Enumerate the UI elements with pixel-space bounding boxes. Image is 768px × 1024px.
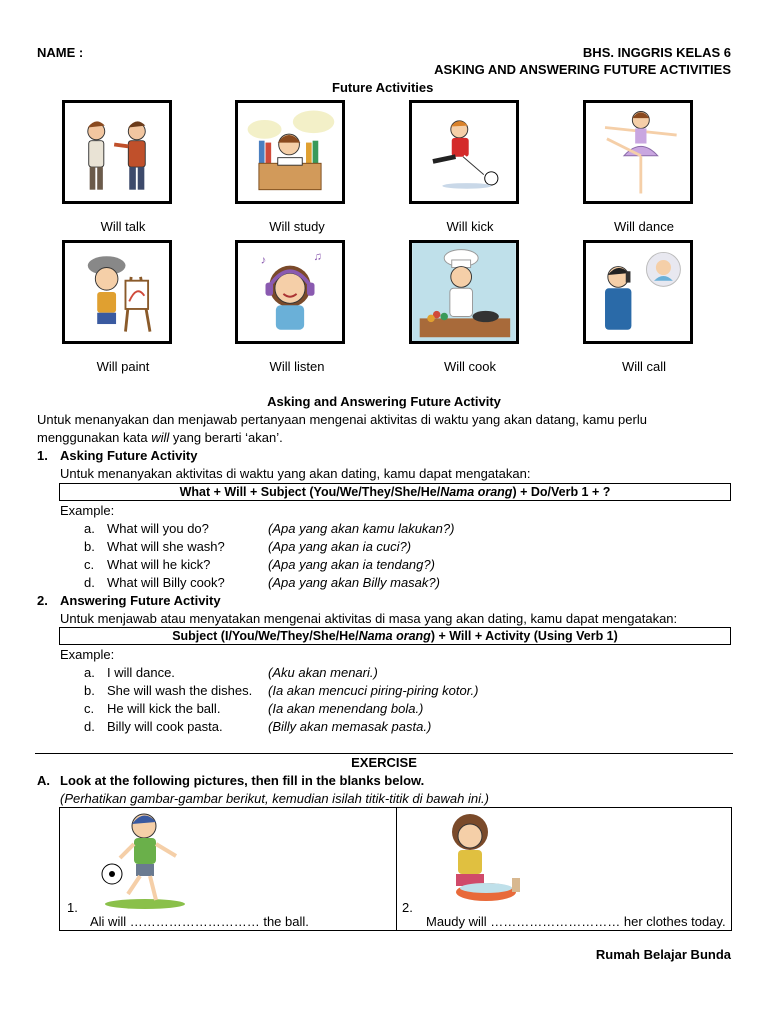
svg-text:♫: ♫ (313, 250, 323, 263)
girl-washing-clothes-icon (434, 810, 526, 906)
section-divider (35, 753, 733, 754)
topic-title: ASKING AND ANSWERING FUTURE ACTIVITIES (434, 62, 731, 77)
asking-heading: Asking Future Activity (60, 448, 198, 463)
answering-example-d: Billy will cook pasta. (107, 719, 223, 734)
exercise-sentence-1: Ali will ………………………… the ball. (90, 914, 309, 929)
formula-italic: Nama orang (358, 629, 431, 643)
exercise-letter: A. (37, 773, 50, 788)
exercise-title: EXERCISE (351, 755, 417, 770)
answering-translation-c: (Ia akan menendang bola.) (268, 701, 424, 716)
intro-line-1: Untuk menanyakan dan menjawab pertanyaan mengenai aktivitas di waktu yang akan datang, kamu perlu (37, 412, 647, 427)
answering-translation-b: (Ia akan mencuci piring-piring kotor.) (268, 683, 479, 698)
caption-will-listen: Will listen (269, 359, 325, 374)
answering-formula (59, 627, 731, 645)
caption-will-talk: Will talk (100, 219, 146, 234)
asking-translation-d: (Apa yang akan Billy masak?) (268, 575, 440, 590)
asking-example-d: What will Billy cook? (107, 575, 225, 590)
caption-will-paint: Will paint (96, 359, 150, 374)
caption-will-dance: Will dance (614, 219, 674, 234)
asking-formula (59, 483, 731, 501)
answering-letter-c: c. (84, 701, 95, 716)
answering-example-a: I will dance. (107, 665, 175, 680)
answering-translation-d: (Billy akan memasak pasta.) (268, 719, 432, 734)
answering-letter-a: a. (84, 665, 95, 680)
caption-will-study: Will study (269, 219, 325, 234)
intro-line-2 (37, 430, 283, 445)
asking-letter-b: b. (84, 539, 95, 554)
answering-heading: Answering Future Activity (60, 593, 221, 608)
explanation-title: Asking and Answering Future Activity (267, 394, 501, 409)
kicking-boy-icon (409, 100, 519, 204)
boy-kicking-ball-icon (90, 808, 200, 910)
answering-letter-b: b. (84, 683, 95, 698)
formula-text: What + Will + Subject (You/We/They/She/He/ (179, 485, 441, 499)
studying-girl-icon (235, 100, 345, 204)
asking-example-label: Example: (60, 503, 115, 518)
asking-letter-a: a. (84, 521, 95, 536)
exercise-sentence-2: Maudy will ………………………… her clothes today. (426, 914, 726, 929)
asking-translation-b: (Apa yang akan ia cuci?) (268, 539, 412, 554)
section-title: Future Activities (332, 80, 434, 95)
answering-desc: Untuk menjawab atau menyatakan mengenai aktivitas di masa yang akan dating, kamu dapat mengatakan: (60, 611, 678, 626)
caption-will-call: Will call (621, 359, 667, 374)
answering-example-label: Example: (60, 647, 115, 662)
listening-girl-icon (235, 240, 345, 344)
formula-text: Subject (I/You/We/They/She/He/ (172, 629, 359, 643)
phone-call-icon (583, 240, 693, 344)
painting-boy-icon (62, 240, 172, 344)
asking-number: 1. (37, 448, 48, 463)
answering-number: 2. (37, 593, 48, 608)
footer-credit: Rumah Belajar Bunda (595, 947, 731, 962)
exercise-number-1: 1. (67, 900, 78, 915)
subject-label: BHS. INGGRIS KELAS 6 (582, 45, 731, 60)
dancing-girl-icon (583, 100, 693, 204)
exercise-box-divider (396, 807, 397, 931)
intro-italic-word: will (151, 430, 170, 445)
formula-italic: Nama orang (440, 485, 513, 499)
exercise-number-2: 2. (402, 900, 413, 915)
asking-translation-c: (Apa yang akan ia tendang?) (268, 557, 435, 572)
exercise-instruction-translation: (Perhatikan gambar-gambar berikut, kemudian isilah titik-titik di bawah ini.) (60, 791, 489, 806)
cooking-girl-icon (409, 240, 519, 344)
asking-desc: Untuk menanyakan aktivitas di waktu yang akan dating, kamu dapat mengatakan: (60, 466, 531, 481)
answering-letter-d: d. (84, 719, 95, 734)
asking-letter-c: c. (84, 557, 95, 572)
caption-will-cook: Will cook (443, 359, 496, 374)
intro-text: menggunakan kata (37, 430, 152, 445)
name-label: NAME : (37, 45, 84, 60)
answering-example-c: He will kick the ball. (107, 701, 221, 716)
formula-text-end: ) + Will + Activity (Using Verb 1) (430, 629, 618, 643)
asking-translation-a: (Apa yang akan kamu lakukan?) (268, 521, 455, 536)
exercise-instruction: Look at the following pictures, then fill in the blanks below. (60, 773, 425, 788)
formula-text-end: ) + Do/Verb 1 + ? (512, 485, 611, 499)
answering-example-b: She will wash the dishes. (107, 683, 253, 698)
asking-example-a: What will you do? (107, 521, 209, 536)
svg-text:♪: ♪ (260, 254, 267, 267)
asking-example-c: What will he kick? (107, 557, 211, 572)
caption-will-kick: Will kick (446, 219, 494, 234)
answering-translation-a: (Aku akan menari.) (268, 665, 378, 680)
talking-men-icon (62, 100, 172, 204)
asking-example-b: What will she wash? (107, 539, 225, 554)
asking-letter-d: d. (84, 575, 95, 590)
intro-text-end: yang berarti ‘akan’. (169, 430, 283, 445)
